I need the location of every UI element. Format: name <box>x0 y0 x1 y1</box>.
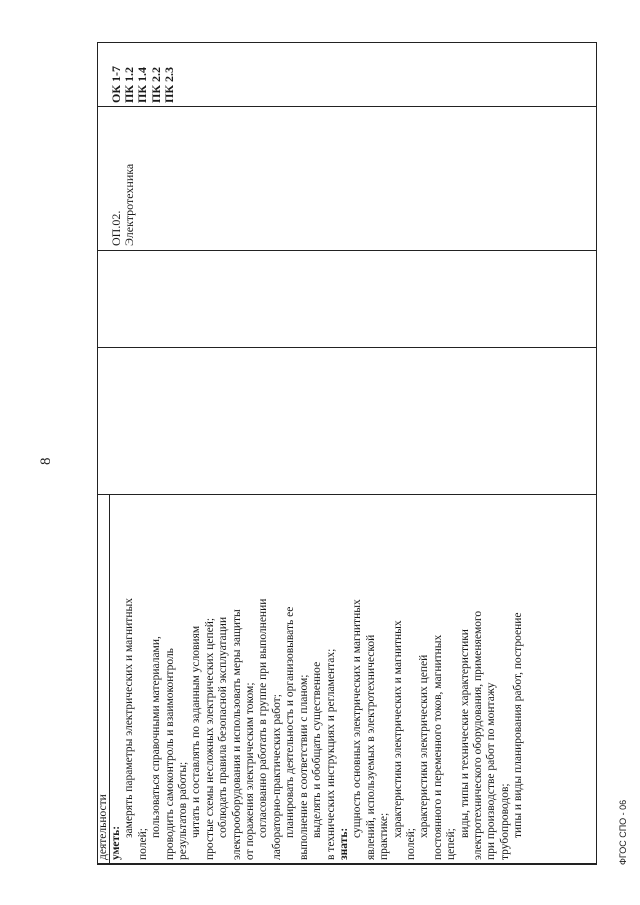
skills-cell <box>110 440 526 860</box>
table-divider <box>98 250 596 251</box>
skills-line: полей; <box>136 828 149 860</box>
competency-code: ОК 1-7 <box>109 65 123 103</box>
footer-code: ФГОС СПО - 06 <box>618 799 628 865</box>
skills-line: от поражения электрическим током; <box>244 682 257 860</box>
skills-line: планировать деятельность и организовывать ее <box>284 606 297 838</box>
skills-line: простые схемы несложных электрических цепей; <box>203 617 216 860</box>
skills-line: электротехнического оборудования, применяемого <box>471 610 484 860</box>
competency-code: ПК 1.4 <box>135 66 150 103</box>
skills-line: при производстве работ по монтажу <box>485 682 498 860</box>
skills-line: трубопроводов; <box>498 783 511 860</box>
discipline-name: Электротехника <box>122 163 137 246</box>
table-divider <box>98 347 596 348</box>
discipline-cell <box>110 164 137 246</box>
skills-line: характеристики электрических цепей <box>418 654 431 838</box>
skills-line: в технических инструкциях и регламентах; <box>324 648 337 860</box>
skills-line: замерять параметры электрических и магнитных <box>123 598 136 838</box>
skills-line: выделять и обобщать существенное <box>311 661 324 838</box>
skills-line: проводить самоконтроль и взаимоконтроль <box>163 648 176 860</box>
competencies-cell <box>110 66 176 103</box>
skills-line: сущность основных электрических и магнитных <box>351 599 364 838</box>
discipline-code: ОП.02. <box>109 210 123 246</box>
skills-line: постоянного и переменного токов, магнитных <box>431 634 444 860</box>
skills-line: практике; <box>378 812 391 860</box>
skills-line: виды, типы и технические характеристики <box>458 629 471 838</box>
column-header: деятельности <box>97 794 109 860</box>
table-divider <box>98 106 596 107</box>
skills-line: пользоваться справочными материалами, <box>150 636 163 838</box>
skills-line: полей; <box>404 828 417 860</box>
competency-code: ПК 2.2 <box>148 66 163 103</box>
skills-line: характеристики электрических и магнитных <box>391 620 404 838</box>
skills-line: лабораторно-практических работ; <box>270 694 283 860</box>
skills-line: знать: <box>337 827 350 860</box>
skills-line: уметь: <box>110 825 122 860</box>
skills-line: явлений, используемых в электротехнической <box>364 634 377 860</box>
skills-line: выполнение в соответствии с планом; <box>297 674 310 860</box>
competency-code: ПК 1.2 <box>122 66 137 103</box>
skills-line: типы и виды планирования работ, построение <box>512 612 525 838</box>
standards-table <box>97 42 597 865</box>
skills-line: читать и составлять по заданным условиям <box>190 625 203 838</box>
skills-line: соблюдать правила безопасной эксплуатации <box>217 616 230 838</box>
skills-line: электрооборудования и использовать меры защиты <box>230 609 243 860</box>
table-divider <box>98 863 596 864</box>
skills-line: результатов работы; <box>177 761 190 860</box>
page-number: 8 <box>38 457 54 465</box>
skills-line: согласованно работать в группе при выполнении <box>257 598 270 838</box>
skills-line: цепей; <box>445 828 458 860</box>
competency-code: ПК 2.3 <box>161 66 176 103</box>
